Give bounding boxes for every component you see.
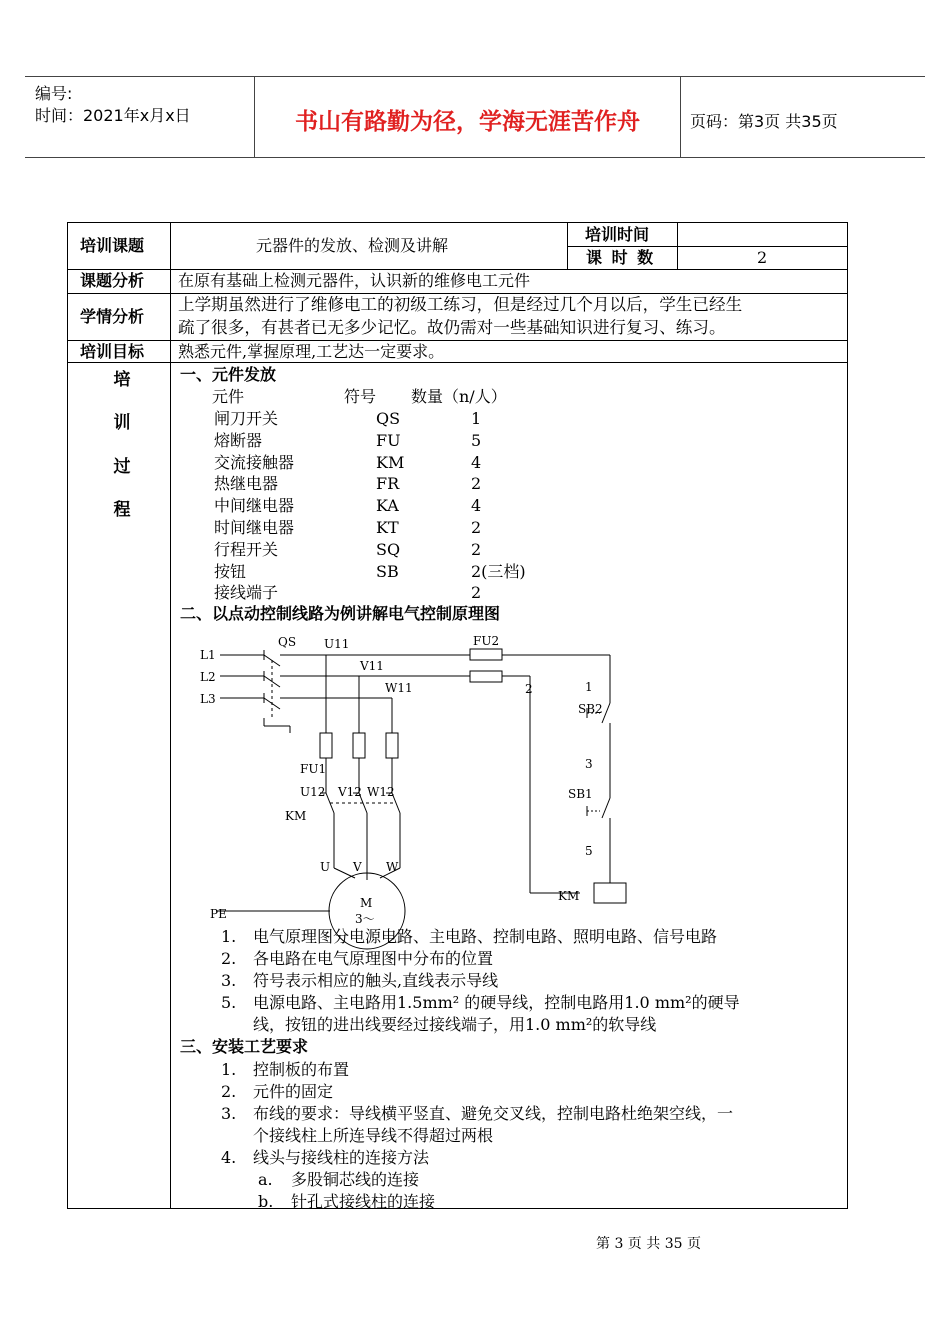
circuit-diagram [180, 628, 603, 928]
diagram-label: 5 [585, 844, 593, 858]
header-page-number: 页码：第3页 共35页 [690, 112, 838, 131]
component-qty: 2 [471, 583, 482, 603]
component-symbol: QS [376, 409, 401, 428]
topic-label: 培训课题 [80, 236, 145, 255]
craft-text: 线头与接线柱的连接方法 [253, 1148, 430, 1167]
col-qty: 数量（n/人） [411, 387, 507, 406]
diagram-label: U11 [324, 637, 350, 651]
component-name: 接线端子 [214, 583, 279, 603]
subitem-text: 多股铜芯线的连接 [291, 1170, 420, 1189]
component-name: 按钮 [214, 561, 247, 581]
diagram-label: V12 [338, 785, 362, 799]
diagram-label: QS [278, 635, 297, 649]
student-label: 学情分析 [80, 307, 145, 326]
note-text: 符号表示相应的触头,直线表示导线 [253, 971, 499, 990]
component-name: 时间继电器 [214, 518, 295, 537]
diagram-label: L1 [200, 648, 216, 662]
diagram-label: U12 [300, 785, 326, 799]
diagram-label: SB2 [578, 702, 603, 716]
student-line: 疏了很多，有甚者已无多少记忆。故仍需对一些基础知识进行复习、练习。 [178, 318, 726, 337]
diagram-label: 1 [585, 680, 593, 694]
note-text-cont: 线，按钮的进出线要经过接线端子，用1.0 mm²的软导线 [253, 1015, 657, 1034]
component-symbol: SB [376, 561, 399, 581]
component-qty: 2 [471, 518, 482, 537]
analysis-value: 在原有基础上检测元器件，认识新的维修电工元件 [178, 271, 531, 290]
time-label: 培训时间 [585, 225, 650, 244]
header-motto: 书山有路勤为径，学海无涯苦作舟 [295, 109, 640, 135]
craft-number: 4. [221, 1148, 237, 1167]
number-label: 编号: [35, 84, 73, 103]
component-symbol: KT [376, 518, 399, 537]
component-name: 热继电器 [214, 474, 279, 494]
note-number: 1. [221, 927, 237, 946]
component-qty: 4 [471, 452, 482, 472]
section2-title: 二、以点动控制线路为例讲解电气控制原理图 [180, 604, 501, 623]
page-header [25, 76, 925, 158]
component-qty: 4 [471, 496, 482, 516]
diagram-label: M [360, 896, 373, 910]
component-symbol: SQ [376, 539, 401, 559]
component-qty: 2 [471, 474, 482, 494]
process-char: 程 [113, 500, 131, 520]
training-table [67, 222, 848, 1209]
craft-text: 控制板的布置 [253, 1060, 350, 1079]
diagram-label: SB1 [568, 787, 593, 801]
diagram-label: 2 [525, 682, 533, 696]
component-symbol: FR [376, 474, 400, 494]
goal-label: 培训目标 [80, 342, 145, 361]
diagram-label: V [353, 860, 362, 874]
component-qty: 1 [471, 409, 482, 428]
header-meta [35, 83, 191, 127]
note-text: 电气原理图分电源电路、主电路、控制电路、照明电路、信号电路 [253, 927, 718, 946]
diagram-label: L3 [200, 692, 216, 706]
hours-label: 课 时 数 [586, 248, 656, 267]
section3-title: 三、安装工艺要求 [180, 1037, 309, 1056]
process-char: 过 [113, 457, 131, 477]
subitem-text: 针孔式接线柱的连接 [291, 1192, 436, 1211]
diagram-label: L2 [200, 670, 216, 684]
craft-text: 元件的固定 [253, 1082, 334, 1101]
craft-number: 2. [221, 1082, 237, 1101]
component-qty: 2(三档) [471, 561, 526, 581]
diagram-label: PE [210, 907, 227, 921]
note-number: 5. [221, 993, 237, 1012]
component-symbol: KM [376, 452, 405, 472]
diagram-label: FU1 [300, 762, 327, 776]
section1-title: 一、元件发放 [180, 365, 277, 384]
diagram-label: V11 [360, 659, 384, 673]
col-symbol: 符号 [344, 387, 377, 406]
page-footer: 第 3 页 共 35 页 [596, 1236, 701, 1252]
header-divider [680, 77, 681, 157]
time-label: 时间：2021年x月x日 [35, 106, 191, 125]
craft-number: 1. [221, 1060, 237, 1079]
diagram-label: U [320, 860, 331, 874]
diagram-label: 3 [585, 757, 593, 771]
process-char: 训 [113, 413, 131, 433]
component-symbol: KA [376, 496, 399, 516]
diagram-label: W12 [367, 785, 395, 799]
component-name: 闸刀开关 [214, 409, 279, 428]
diagram-label: KM [558, 889, 580, 903]
component-name: 行程开关 [214, 539, 279, 559]
student-line: 上学期虽然进行了维修电工的初级工练习，但是经过几个月以后，学生已经生 [178, 295, 743, 314]
diagram-label: FU2 [473, 634, 500, 648]
diagram-label: KM [285, 809, 307, 823]
table-line [170, 223, 171, 1208]
note-number: 3. [221, 971, 237, 990]
component-symbol: FU [376, 430, 401, 450]
hours-value: 2 [757, 248, 768, 267]
note-text: 各电路在电气原理图中分布的位置 [253, 949, 494, 968]
craft-number: 3. [221, 1104, 237, 1123]
goal-value: 熟悉元件,掌握原理,工艺达一定要求。 [178, 342, 445, 361]
component-name: 交流接触器 [214, 452, 295, 472]
subitem-letter: b. [258, 1192, 274, 1211]
note-number: 2. [221, 949, 237, 968]
topic-value: 元器件的发放、检测及讲解 [256, 236, 449, 255]
diagram-label: W [386, 860, 399, 874]
col-component: 元件 [212, 387, 245, 406]
analysis-label: 课题分析 [80, 271, 145, 290]
component-qty: 2 [471, 539, 482, 559]
component-name: 熔断器 [214, 430, 263, 450]
diagram-label: 3～ [355, 912, 375, 926]
component-name: 中间继电器 [214, 496, 295, 516]
craft-text: 布线的要求：导线横平竖直、避免交叉线，控制电路杜绝架空线，一 [253, 1104, 734, 1123]
process-char: 培 [113, 370, 131, 390]
subitem-letter: a. [258, 1170, 273, 1189]
craft-text-cont: 个接线柱上所连导线不得超过两根 [253, 1126, 494, 1145]
note-text: 电源电路、主电路用1.5mm² 的硬导线，控制电路用1.0 mm²的硬导 [253, 993, 740, 1012]
component-qty: 5 [471, 430, 482, 450]
diagram-label: W11 [385, 681, 413, 695]
